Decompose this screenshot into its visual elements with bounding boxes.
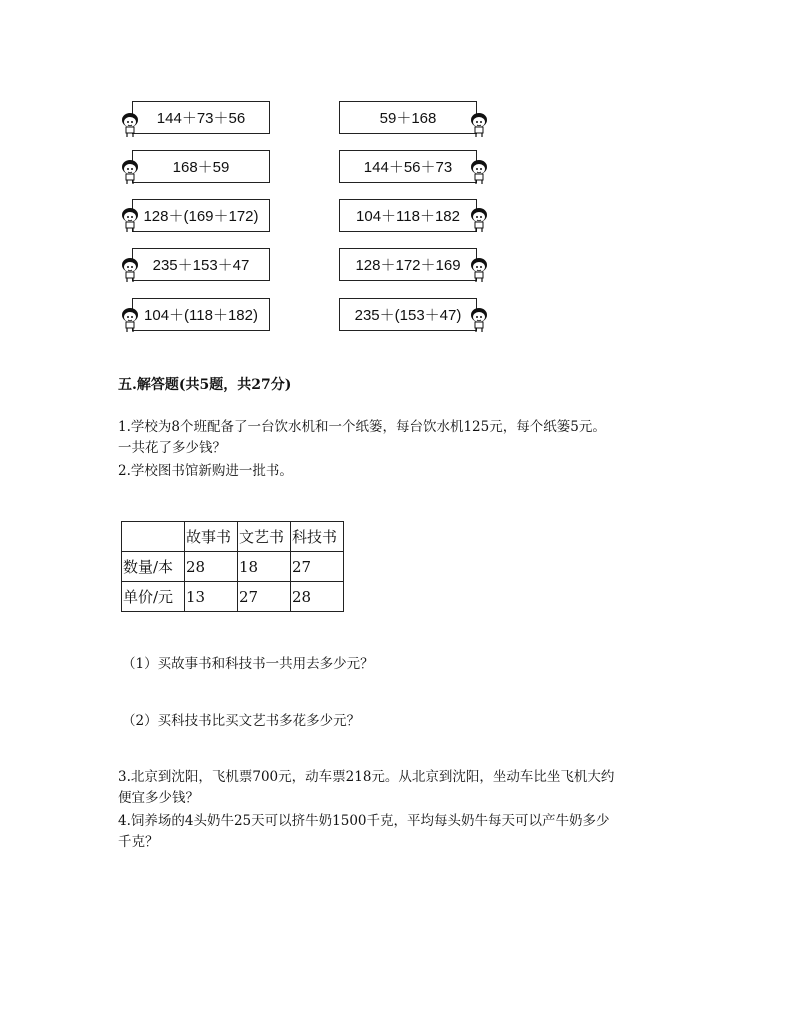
table-row (122, 552, 344, 582)
expression-box-left-1: 144＋73＋56 (132, 101, 270, 134)
cartoon-kid-icon (468, 111, 490, 137)
expression-box-right-2: 144＋56＋73 (339, 150, 477, 183)
cartoon-kid-icon (468, 206, 490, 232)
question-2-sub-2: （2）买科技书比买文艺书多花多少元？ (122, 713, 361, 729)
table-cell: 28 (185, 552, 238, 582)
cartoon-kid-icon (119, 206, 141, 232)
question-3-line-2: 便宜多少钱？ (118, 790, 199, 806)
expression-box-right-1: 59＋168 (339, 101, 477, 134)
expression-box-right-4: 128＋172＋169 (339, 248, 477, 281)
table-cell: 13 (185, 582, 238, 612)
question-2-sub-1: （1）买故事书和科技书一共用去多少元？ (122, 656, 374, 672)
cartoon-kid-icon (468, 158, 490, 184)
expression-box-left-5: 104＋(118＋182) (132, 298, 270, 331)
question-1-line-2: 一共花了多少钱？ (118, 440, 226, 456)
table-cell: 27 (291, 552, 344, 582)
table-cell: 27 (238, 582, 291, 612)
table-row (122, 582, 344, 612)
cartoon-kid-icon (119, 306, 141, 332)
table-cell: 数量/本 (122, 552, 185, 582)
expression-box-left-4: 235＋153＋47 (132, 248, 270, 281)
question-4-line-1: 4.饲养场的4头奶牛25天可以挤牛奶1500千克，平均每头奶牛每天可以产牛奶多少 (118, 813, 610, 829)
section-title: 五.解答题(共5题，共27分) (118, 377, 292, 393)
table-cell: 18 (238, 552, 291, 582)
table-header-cell (122, 522, 185, 552)
expression-box-left-3: 128＋(169＋172) (132, 199, 270, 232)
book-price-table (121, 521, 344, 612)
table-header-cell: 故事书 (185, 522, 238, 552)
table-header-cell: 科技书 (291, 522, 344, 552)
table-header-row (122, 522, 344, 552)
question-1-line-1: 1.学校为8个班配备了一台饮水机和一个纸篓，每台饮水机125元，每个纸篓5元。 (118, 419, 606, 435)
question-4-line-2: 千克？ (118, 834, 159, 850)
cartoon-kid-icon (119, 158, 141, 184)
question-2: 2.学校图书馆新购进一批书。 (118, 463, 293, 479)
cartoon-kid-icon (119, 256, 141, 282)
cartoon-kid-icon (468, 256, 490, 282)
expression-box-right-5: 235＋(153＋47) (339, 298, 477, 331)
table-cell: 28 (291, 582, 344, 612)
cartoon-kid-icon (468, 306, 490, 332)
expression-box-left-2: 168＋59 (132, 150, 270, 183)
question-3-line-1: 3.北京到沈阳，飞机票700元，动车票218元。从北京到沈阳，坐动车比坐飞机大约 (118, 769, 615, 785)
table-cell: 单价/元 (122, 582, 185, 612)
expression-box-right-3: 104＋118＋182 (339, 199, 477, 232)
cartoon-kid-icon (119, 111, 141, 137)
table-header-cell: 文艺书 (238, 522, 291, 552)
